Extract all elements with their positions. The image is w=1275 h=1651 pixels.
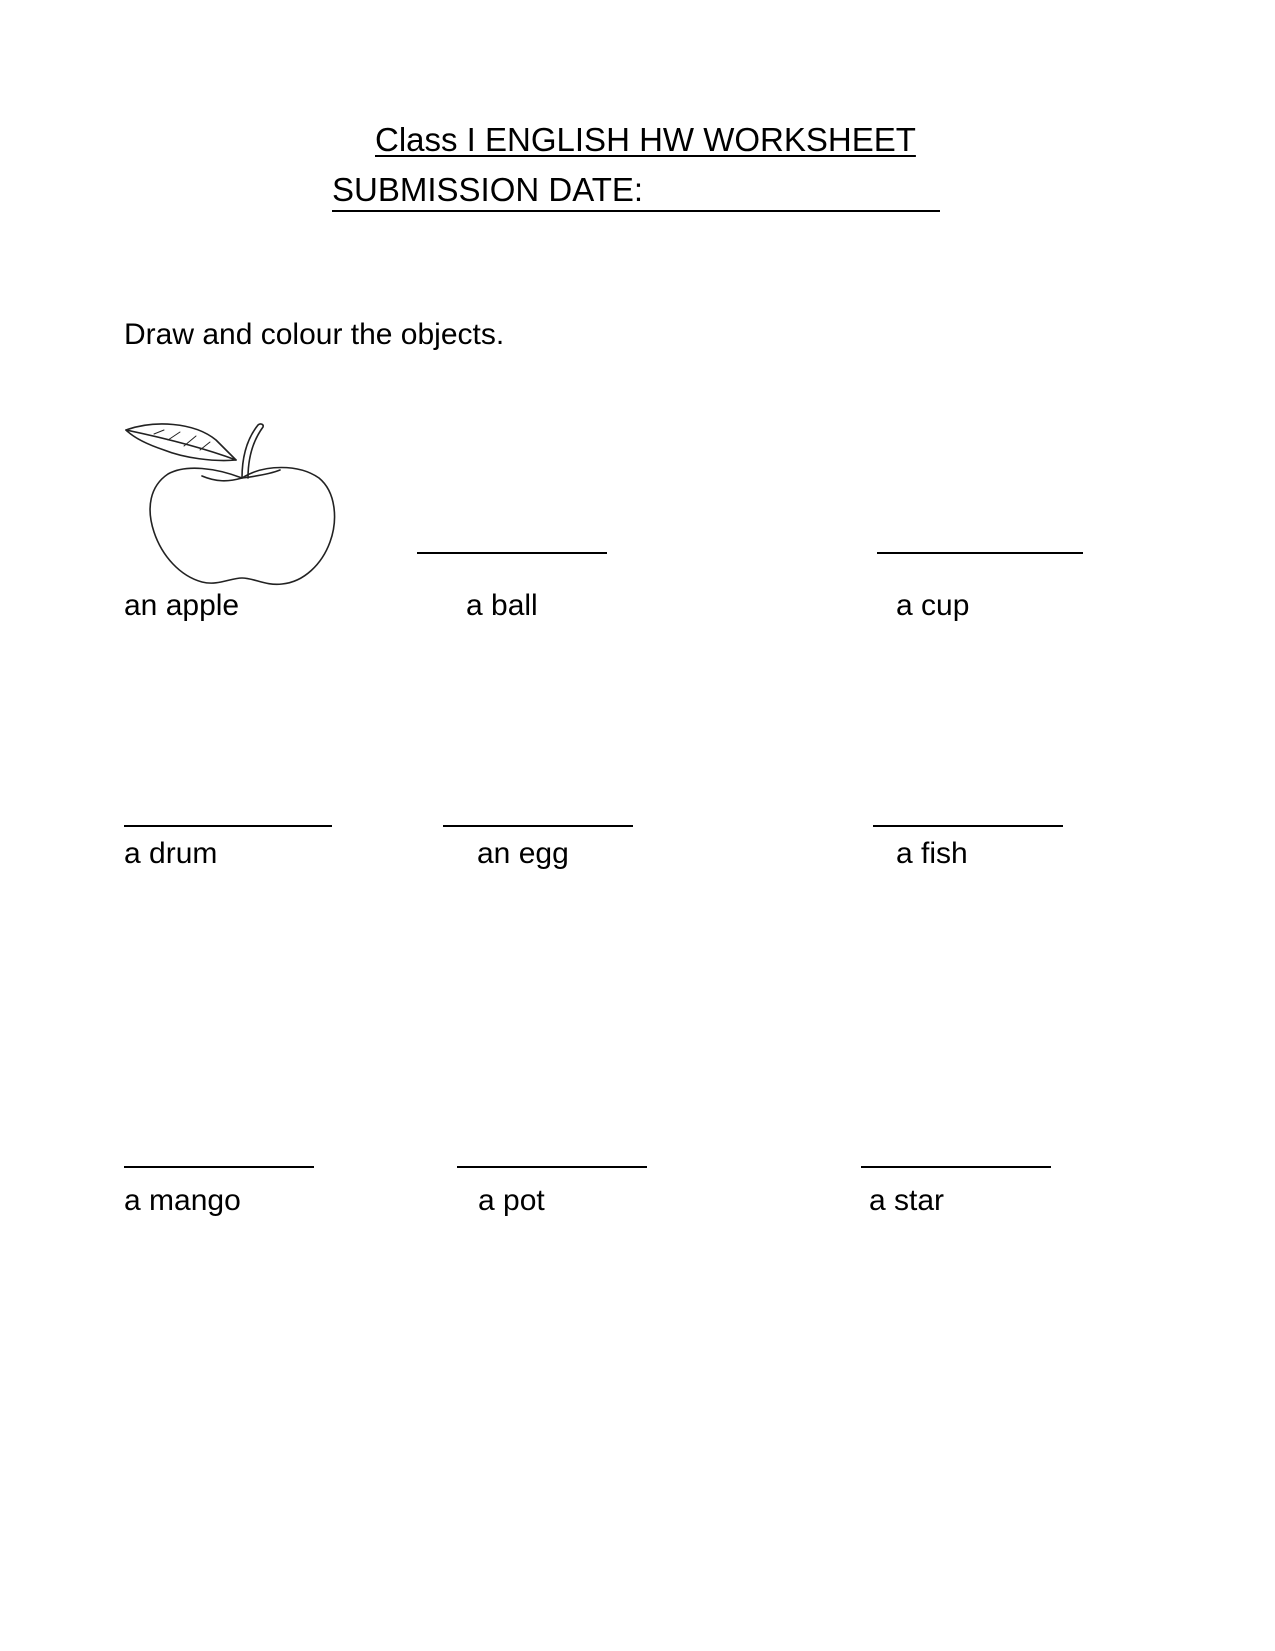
item-label-ball: a ball: [466, 589, 538, 622]
answer-blank-mango[interactable]: [124, 1166, 314, 1168]
apple-illustration: [124, 420, 344, 590]
item-label-fish: a fish: [896, 837, 968, 870]
item-label-egg: an egg: [477, 837, 569, 870]
item-label-star: a star: [869, 1184, 945, 1217]
answer-blank-star[interactable]: [861, 1166, 1051, 1168]
worksheet-title: Class I ENGLISH HW WORKSHEET: [375, 121, 916, 158]
item-label-apple: an apple: [124, 589, 240, 622]
answer-blank-fish[interactable]: [873, 825, 1063, 827]
answer-blank-ball[interactable]: [417, 552, 607, 554]
answer-blank-egg[interactable]: [443, 825, 633, 827]
item-label-pot: a pot: [478, 1184, 545, 1217]
answer-blank-drum[interactable]: [124, 825, 332, 827]
submission-date-label: SUBMISSION DATE:: [332, 171, 644, 208]
item-label-drum: a drum: [124, 837, 218, 870]
answer-blank-cup[interactable]: [877, 552, 1083, 554]
submission-date-field[interactable]: [332, 170, 940, 212]
instruction-text: Draw and colour the objects.: [124, 318, 505, 351]
answer-blank-pot[interactable]: [457, 1166, 647, 1168]
item-label-cup: a cup: [896, 589, 970, 622]
item-label-mango: a mango: [124, 1184, 241, 1217]
